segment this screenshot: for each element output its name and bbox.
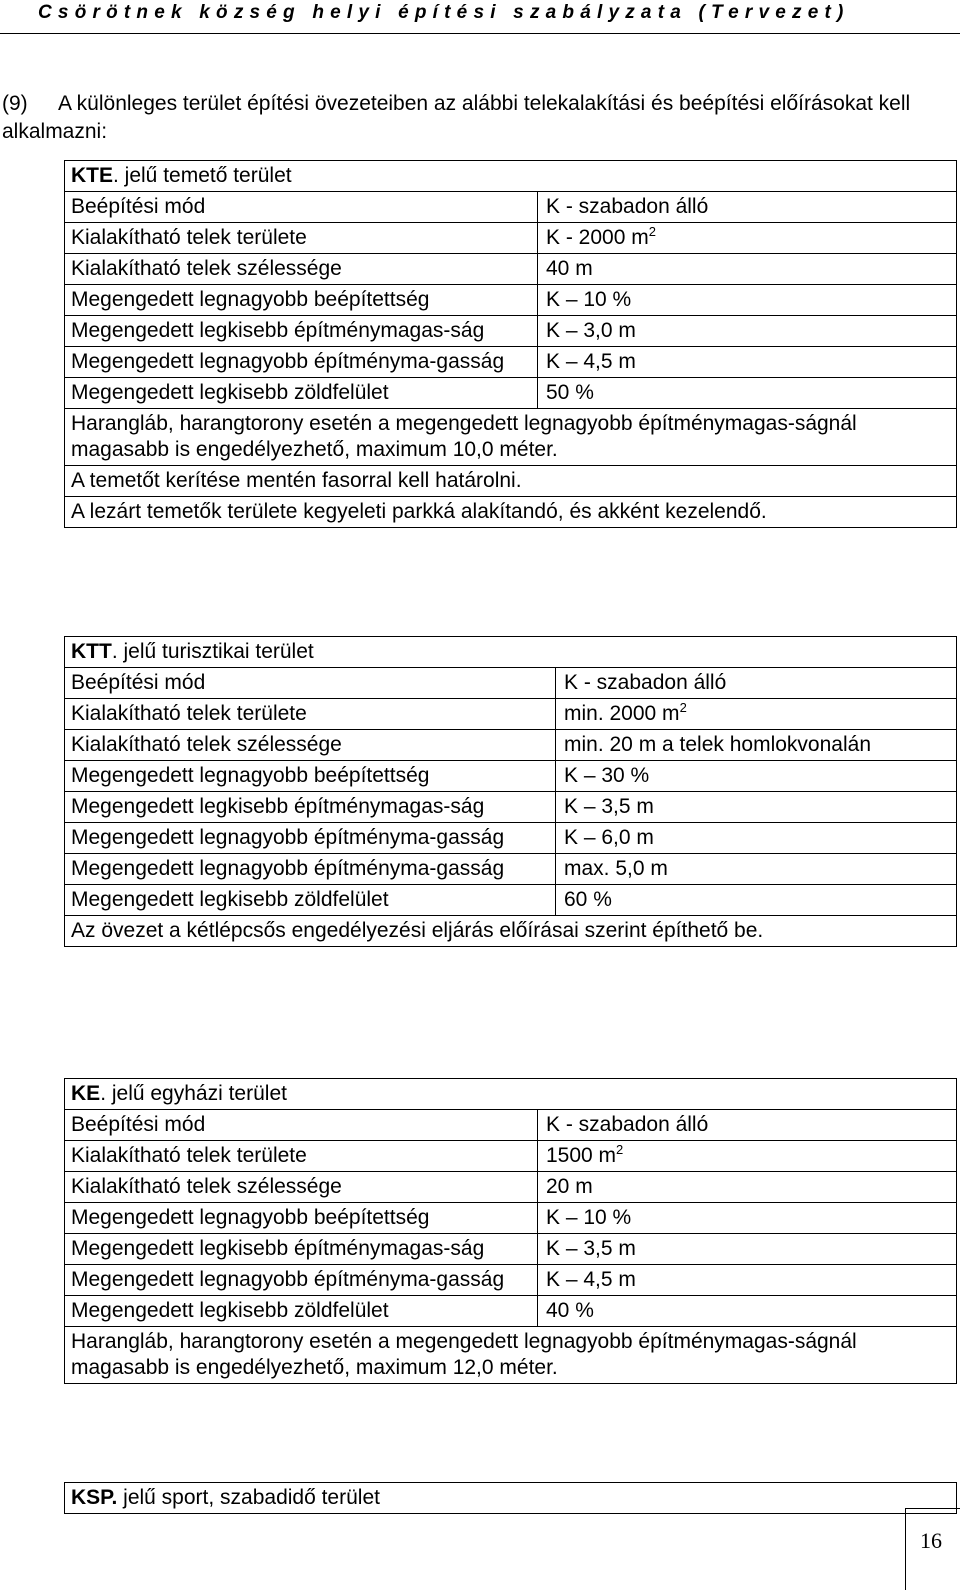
row-value-cell	[556, 730, 957, 761]
row-value: 40 m	[546, 257, 593, 280]
table-row	[65, 885, 957, 916]
row-label: Megengedett legkisebb építménymagas-ság	[65, 792, 556, 823]
row-value: K – 4,5 m	[546, 350, 636, 373]
row-value: min. 2000 m	[564, 702, 680, 725]
table-row	[65, 192, 957, 223]
note-row	[65, 1327, 957, 1384]
row-value: min. 20 m a telek homlokvonalán	[564, 733, 871, 756]
zone-title-text: . jelű temető terület	[113, 164, 292, 187]
row-value-cell	[556, 668, 957, 699]
row-value-cell	[538, 223, 957, 254]
ksp-zone-table	[64, 1482, 957, 1514]
note-text: Harangláb, harangtorony esetén a megengedett legnagyobb építménymagas-ságnál magasabb is engedélyezhető, maximum 12,0 méter.	[65, 1327, 957, 1384]
table-row	[65, 792, 957, 823]
row-label: Megengedett legkisebb építménymagas-ság	[65, 1234, 538, 1265]
page-header-title: Csörötnek község helyi építési szabályzata (Tervezet)	[38, 2, 850, 23]
row-value-cell	[538, 192, 957, 223]
unit-superscript: 2	[679, 700, 687, 715]
row-value-cell	[538, 254, 957, 285]
row-value: max. 5,0 m	[564, 857, 668, 880]
zone-code: KSP.	[71, 1486, 118, 1509]
row-label: Beépítési mód	[65, 1110, 538, 1141]
row-value-cell	[538, 378, 957, 409]
table-row	[65, 699, 957, 730]
note-row	[65, 466, 957, 497]
table-header-row	[65, 1079, 957, 1110]
note-row	[65, 916, 957, 947]
row-label: Kialakítható telek területe	[65, 699, 556, 730]
table-row	[65, 347, 957, 378]
intro-paragraph	[2, 90, 952, 146]
row-value-cell	[538, 1265, 957, 1296]
table-row	[65, 730, 957, 761]
row-value: 20 m	[546, 1175, 593, 1198]
table-row	[65, 285, 957, 316]
row-value-cell	[556, 823, 957, 854]
table-row	[65, 823, 957, 854]
note-text: A lezárt temetők területe kegyeleti parkká alakítandó, és akként kezelendő.	[65, 497, 957, 528]
table-row	[65, 223, 957, 254]
row-label: Kialakítható telek szélessége	[65, 1172, 538, 1203]
row-value: 40 %	[546, 1299, 594, 1322]
note-text: A temetőt kerítése mentén fasorral kell határolni.	[65, 466, 957, 497]
row-value-cell	[556, 792, 957, 823]
table-header-row	[65, 161, 957, 192]
row-label: Kialakítható telek területe	[65, 1141, 538, 1172]
table-row	[65, 1172, 957, 1203]
row-label: Kialakítható telek területe	[65, 223, 538, 254]
row-label: Megengedett legnagyobb beépítettség	[65, 285, 538, 316]
table-row	[65, 1265, 957, 1296]
row-value-cell	[538, 316, 957, 347]
row-value-cell	[538, 1203, 957, 1234]
row-value-cell	[538, 1172, 957, 1203]
row-label: Beépítési mód	[65, 192, 538, 223]
ke-table-body	[65, 1079, 957, 1384]
table-row	[65, 1296, 957, 1327]
table-row	[65, 254, 957, 285]
table-row	[65, 1203, 957, 1234]
row-label: Megengedett legkisebb zöldfelület	[65, 378, 538, 409]
row-label: Megengedett legnagyobb építményma-gasság	[65, 854, 556, 885]
row-value: 1500 m	[546, 1144, 617, 1167]
row-value-cell	[538, 347, 957, 378]
table-row	[65, 378, 957, 409]
row-value-cell	[538, 1141, 957, 1172]
row-value: K – 3,5 m	[546, 1237, 636, 1260]
zone-title	[65, 1079, 957, 1110]
ktt-zone-table	[64, 636, 957, 947]
header-rule	[0, 33, 960, 34]
zone-title-text: jelű sport, szabadidő terület	[117, 1486, 380, 1509]
table-row	[65, 761, 957, 792]
paragraph-number: (9)	[2, 92, 28, 115]
kte-table-body	[65, 161, 957, 528]
row-value-cell	[538, 285, 957, 316]
row-value: K – 3,5 m	[564, 795, 654, 818]
zone-code: KTT	[71, 640, 112, 663]
note-row	[65, 497, 957, 528]
kte-zone-table	[64, 160, 957, 528]
table-row	[65, 668, 957, 699]
row-label: Megengedett legkisebb építménymagas-ság	[65, 316, 538, 347]
row-label: Beépítési mód	[65, 668, 556, 699]
row-label: Megengedett legkisebb zöldfelület	[65, 885, 556, 916]
row-label: Megengedett legnagyobb építményma-gasság	[65, 823, 556, 854]
row-value-cell	[538, 1296, 957, 1327]
table-row	[65, 1234, 957, 1265]
zone-code: KE	[71, 1082, 101, 1105]
row-value: K – 3,0 m	[546, 319, 636, 342]
zone-title-text: . jelű egyházi terület	[100, 1082, 287, 1105]
row-value: K - 2000 m	[546, 226, 649, 249]
row-label: Megengedett legnagyobb beépítettség	[65, 761, 556, 792]
row-label: Kialakítható telek szélessége	[65, 730, 556, 761]
unit-superscript: 2	[616, 1142, 624, 1157]
note-text: Harangláb, harangtorony esetén a megengedett legnagyobb építménymagas-ságnál magasabb is engedélyezhető, maximum 10,0 méter.	[65, 409, 957, 466]
row-value: K – 30 %	[564, 764, 650, 787]
table-row	[65, 1110, 957, 1141]
row-value-cell	[556, 885, 957, 916]
row-value-cell	[556, 699, 957, 730]
zone-title	[65, 1483, 957, 1514]
row-label: Kialakítható telek szélessége	[65, 254, 538, 285]
row-value: K – 4,5 m	[546, 1268, 636, 1291]
row-value: 60 %	[564, 888, 612, 911]
row-label: Megengedett legnagyobb beépítettség	[65, 1203, 538, 1234]
row-value: K - szabadon álló	[564, 671, 727, 694]
row-value: 50 %	[546, 381, 594, 404]
row-value: K – 10 %	[546, 1206, 632, 1229]
table-header-row	[65, 1483, 957, 1514]
table-row	[65, 854, 957, 885]
zone-title	[65, 637, 957, 668]
page-number: 16	[920, 1528, 942, 1553]
zone-title-text: . jelű turisztikai terület	[111, 640, 314, 663]
note-row	[65, 409, 957, 466]
row-value-cell	[556, 854, 957, 885]
row-label: Megengedett legnagyobb építményma-gasság	[65, 347, 538, 378]
row-label: Megengedett legkisebb zöldfelület	[65, 1296, 538, 1327]
row-label: Megengedett legnagyobb építményma-gasság	[65, 1265, 538, 1296]
zone-title	[65, 161, 957, 192]
row-value-cell	[538, 1110, 957, 1141]
table-row	[65, 316, 957, 347]
note-text: Az övezet a kétlépcsős engedélyezési eljárás előírásai szerint építhető be.	[65, 916, 957, 947]
row-value: K - szabadon álló	[546, 1113, 709, 1136]
row-value-cell	[556, 761, 957, 792]
ktt-table-body	[65, 637, 957, 947]
table-header-row	[65, 637, 957, 668]
paragraph-text: A különleges terület építési övezeteiben az alábbi telekalakítási és beépítési előírásokat kell alkalmazni:	[2, 92, 911, 143]
table-row	[65, 1141, 957, 1172]
row-value-cell	[538, 1234, 957, 1265]
row-value: K – 10 %	[546, 288, 632, 311]
row-value: K - szabadon álló	[546, 195, 709, 218]
row-value: K – 6,0 m	[564, 826, 654, 849]
unit-superscript: 2	[648, 224, 656, 239]
ke-zone-table	[64, 1078, 957, 1384]
zone-code: KTE	[71, 164, 113, 187]
